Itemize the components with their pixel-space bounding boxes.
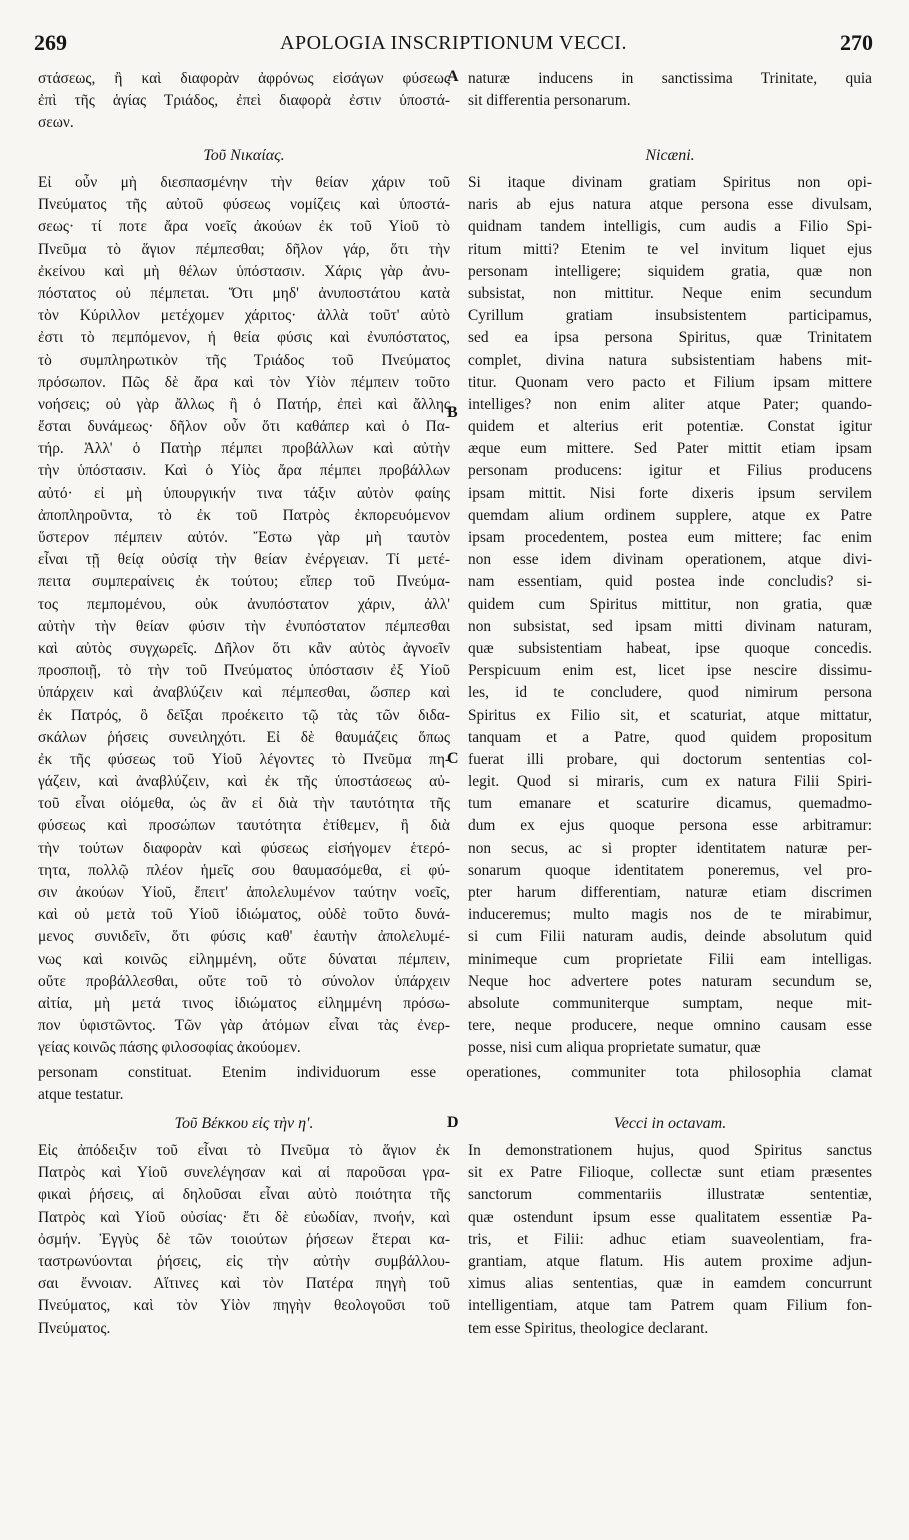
text-line: σεων. (38, 114, 74, 132)
text-line: les, id te concludere, quod nimirum persona (468, 684, 872, 702)
text-line: induceremus; multo magis nos de te mirabimur, (468, 906, 872, 924)
text-line: πρόσωπον. Πῶς δὲ ἄρα καὶ τὸν Υἱὸν πέμπειν τοῦτο (38, 373, 450, 391)
text-line: quemdam alium ordinem supplere, atque ex Patre (468, 506, 872, 524)
text-line: ritum mitti? Etenim te vel invitum liquet ejus (468, 240, 872, 258)
text-line: αὐτὴν τὴν θείαν φύσιν τὴν ἐνυπόστατον πέμπεσθαι (38, 617, 450, 635)
latin-heading-nicaeni: Nicæni. (645, 147, 695, 164)
text-line: καὶ οὐ μετὰ τοῦ Υἱοῦ ἰδιώματος, οὐδὲ τοῦτο δυνά- (38, 906, 450, 924)
text-line: atque testatur. (38, 1086, 124, 1104)
text-line: grantiam, atque flatum. His autem proxime adjun- (468, 1252, 872, 1270)
text-line: νως καὶ κοινῶς εἰλημμένη, οὔτε δύναται πέμπειν, (38, 950, 450, 968)
text-line: καὶ αὐτὸς συγχωρεῖς. Δῆλον ὅτι κἂν αὐτὸς ἀγνοεῖν (38, 639, 450, 657)
text-line: εἶναι τῇ θείᾳ οὐσίᾳ τὴν θείαν ἐνέργειαν. Τί μετέ- (38, 551, 450, 569)
text-line: ipsam mittit. Nisi forte dixeris ipsum servilem (468, 484, 872, 502)
running-title: APOLOGIA INSCRIPTIONUM VECCI. (280, 32, 627, 54)
text-line: sonarum quoque identitatem poneremus, vel pro- (468, 861, 872, 879)
text-line: σεως· τί ποτε ἄρα νοεῖς ἀκούων ἐκ τοῦ Υἱοῦ τὸ (38, 218, 450, 236)
text-line: τος πεμπομένου, οὐκ ἀνυπόστατον χάριν, ἀλλ' (38, 595, 450, 613)
text-line: ἀποπληροῦντα, τὸ ἐκ τοῦ Πατρὸς ἐκπορευόμενον (38, 506, 450, 524)
text-line: ἐκ τῆς φύσεως τοῦ Υἱοῦ λέγοντες τὸ Πνεῦμα πη- (38, 750, 450, 768)
text-line: subsistat, non mittitur. Neque enim secundum (468, 284, 872, 302)
latin-column-intro (468, 68, 872, 112)
text-line: γάζειν, καὶ ἀναβλύζειν, καὶ ἐκ τῆς ὑποστάσεως αὐ- (38, 773, 450, 791)
text-line: Εἰ οὖν μὴ διεσπασμένην τὴν θείαν χάριν τοῦ (38, 174, 450, 191)
text-line: τήρ. Ἀλλ' ὁ Πατὴρ πέμπει προβάλλων καὶ αὐτὴν (38, 440, 450, 458)
text-line: τὴν ὑπόστασιν. Καὶ ὁ Υἱὸς ἄρα πέμπει προβάλλων (38, 462, 450, 480)
page-number-right: 270 (840, 30, 873, 55)
text-line: absolute communiterque sumptam, neque mit- (468, 994, 872, 1012)
text-line: non subsistat, sed ipsam mitti divinam naturam, (468, 617, 872, 635)
text-line: τὴν τούτων διαφορὰν καὶ φύσεως εἰσήγομεν ἑτερό- (38, 839, 450, 857)
margin-marker-d: D (447, 1114, 459, 1131)
text-line: Πατρὸς καὶ Υἱοῦ συνελέγησαν καὶ αἱ παροῦσαι γρα- (38, 1164, 450, 1182)
text-line: pter harum differentiam, naturæ etiam discrimen (468, 884, 872, 901)
text-line: quidem et alterius erit potentiæ. Constat igitur (468, 418, 872, 436)
text-line: quidem cum Spiritus mittitur, non gratia, quæ (468, 595, 872, 613)
text-line: ἐκ Πατρός, ὃ δεῖξαι προέκειτο τῷ τὰς τῶν διδα- (38, 706, 450, 724)
text-line: στάσεως, ἢ καὶ διαφορὰν ἀφρόνως εἰσάγων φύσεως (38, 70, 450, 87)
text-line: sit ex Patre Filioque, collectæ sunt etiam præsentes (468, 1164, 872, 1182)
text-line: Πνεῦμα τὸ ἅγιον πέμπεσθαι; δῆλον γάρ, ὅτι τὴν (38, 240, 450, 258)
text-line: complet, divina natura subsistentiam habens mit- (468, 351, 872, 369)
text-line: æque eum mittere. Sed Pater mittit etiam ipsam (468, 440, 872, 458)
latin-column-vecci (468, 1140, 872, 1340)
text-line: tem esse Spiritus, theologice declarant. (468, 1319, 709, 1337)
text-line: φύσεως καὶ προσώπων ταυτότητα ἐτίθεμεν, ἢ διὰ (38, 817, 450, 835)
text-line: fuerat illi probare, qui doctorum sententias col- (468, 750, 872, 768)
margin-marker-a: A (447, 68, 459, 85)
text-line: personam intelligere; siquidem gratia, quæ non (468, 262, 872, 280)
text-line: ὑπάρχειν καὶ ἀναβλύζειν καὶ πέμπεσθαι, ὥσπερ καὶ (38, 684, 450, 702)
text-line: minimeque cum proprietate Filii eam intelligas. (468, 950, 872, 968)
text-line: quæ subsistentiam habeat, ipse quoque concedis. (468, 639, 872, 657)
text-line: quæ ostendunt ipsum esse qualitatem essentiæ Pa- (468, 1208, 872, 1226)
text-line: τὸ συμπληρωτικὸν τῆς Τριάδος τοῦ Πνεύματος (38, 351, 450, 369)
text-line: νοήσεις; οὐ γὰρ ἄλλως ἢ ὁ Πατήρ, ἐπεὶ καὶ ἄλλης (38, 395, 450, 413)
text-line: personam producens: igitur et Filius producens (468, 462, 872, 480)
text-line: πόστατος οὐ πέμπεται. Ὅτι μηδ' ἀνυποστάτου κατὰ (38, 284, 450, 302)
page-number-left: 269 (34, 30, 67, 55)
text-line: ὕστερον πέμπειν αὐτόν. Ἔστω γὰρ μὴ ταυτὸν (38, 529, 450, 546)
text-line: tris, et Filii: adhuc etiam suaveolentiam, fra- (468, 1230, 872, 1248)
text-line: nam essentiam, quid postea inde concludis? si- (468, 573, 872, 591)
text-line: personam constituat. Etenim individuorum esse operationes, communiter tota philosophia clamat (38, 1064, 872, 1081)
text-line: Πνεύματος, καὶ τὸν Υἱὸν πηγὴν θεολογοῦσι τοῦ (38, 1297, 450, 1315)
text-line: ἐπὶ τῆς ἁγίας Τριάδος, ἐπεὶ διαφορὰ ἐστιν ὑποστά- (38, 92, 450, 110)
text-line: legit. Quod si miraris, cum ex natura Filii Spiri- (468, 773, 872, 791)
text-line: ὀσμήν. Ἐγγὺς δὲ τῶν τοιούτων ῥήσεων ἕτεραι κα- (38, 1230, 450, 1248)
text-line: naris ab ejus natura atque persona esse divulsam, (468, 196, 872, 214)
text-line: σαι ἔννοιαν. Αἵτινες καὶ τὸν Πατέρα πηγὴ τοῦ (38, 1275, 450, 1293)
text-line: ximus alias sententias, quæ in eamdem concurrunt (468, 1275, 872, 1293)
text-line: ἔσται δυνάμεως· δῆλον οὖν ὅτι καθάπερ καὶ ὁ Πα- (38, 418, 450, 436)
text-line: tum emanare et scaturire dicamus, quemadmo- (468, 795, 872, 813)
text-line: Εἰς ἀπόδειξιν τοῦ εἶναι τὸ Πνεῦμα τὸ ἅγιον ἐκ (38, 1142, 450, 1159)
text-line: αἰτία, μὴ μετά τινος ἰδιώματος εἰλημμένη πρόσω- (38, 994, 450, 1012)
margin-marker-b: B (447, 404, 458, 421)
text-line: intelligentiam, atque tam Patrem quam Filium fon- (468, 1297, 872, 1315)
text-line: intelliges? non enim aliter atque Pater; quando- (468, 395, 872, 413)
latin-heading-vecci: Vecci in octavam. (613, 1115, 727, 1132)
greek-heading-vecci: Τοῦ Βέκκου εἰς τὴν η'. (174, 1115, 314, 1132)
text-line: τητα, πολλῷ πλέον ἡμεῖς σου θαυμασόμεθα, εἰ φύ- (38, 861, 450, 879)
text-line: si cum Filii naturam audis, deinde absolutum quid (468, 928, 872, 946)
text-line: Neque hoc advertere potes naturam secundum se, (468, 972, 872, 990)
text-line: tere, neque producere, neque omnino causam esse (468, 1017, 872, 1035)
text-line: non esse idem divinam operationem, atque divi- (468, 551, 872, 569)
latin-column-nicaeni (468, 172, 872, 1060)
text-line: Cyrillum gratiam insubsistentem participamus, (468, 307, 872, 325)
text-line: πον ὑφιστῶντος. Τῶν γὰρ ἀτόμων εἶναι τὰς ἐνερ- (38, 1017, 450, 1035)
page-header (34, 30, 873, 64)
text-line: non secus, ac si propter identitatem naturæ per- (468, 839, 872, 857)
text-line: αὐτό· εἰ μὴ ὑπουργικήν τινα τάξιν αὐτὸν φαίης (38, 484, 450, 502)
text-line: Perspicuum enim est, licet ipse nescire dissimu- (468, 662, 872, 680)
text-line: τοῦ εἶναι οἰόμεθα, ὡς ἂν εἰ διὰ τὴν ταυτότητα τῆς (38, 795, 450, 813)
greek-column-intro (38, 68, 450, 135)
text-line: τὸν Κύριλλον μετέχομεν χάριτος· ἀλλὰ τοῦτ' αὐτὸ (38, 307, 450, 325)
greek-column-vecci (38, 1140, 450, 1340)
text-line: quidnam tandem intelligis, cum audis a Filio Spi- (468, 218, 872, 236)
text-line: γείας κοινῶς πάσης φιλοσοφίας ἀκούομεν. (38, 1039, 301, 1057)
text-line: ταστρωνύονται ῥήσεις, εἰς τὴν αὐτὴν συμβάλλου- (38, 1252, 450, 1270)
text-line: sit differentia personarum. (468, 92, 631, 110)
text-line: Πνεύματος τῆς αὐτοῦ φύσεως νομίζεις καὶ ὑποστά- (38, 196, 450, 214)
greek-column-nicaeni (38, 172, 450, 1060)
text-line: φικαὶ ῥήσεις, αἱ δηλοῦσαι εἶναι αὐτὸ ποιότητα τῆς (38, 1186, 450, 1204)
text-line: ἐστι τὸ πεμπόμενον, ἡ θεία φύσις καὶ ἐνυπόστατος, (38, 329, 450, 347)
text-line: Si itaque divinam gratiam Spiritus non opi- (468, 174, 872, 191)
text-line: dum ex ejus quoque persona esse arbitramur: (468, 817, 872, 835)
text-line: naturæ inducens in sanctissima Trinitate, quia (468, 70, 872, 87)
text-line: titur. Quonam vero pacto et Filium ipsam mittere (468, 373, 872, 391)
text-line: Πνεύματος. (38, 1319, 111, 1337)
text-line: In demonstrationem hujus, quod Spiritus sanctus (468, 1142, 872, 1159)
text-line: posse, nisi cum aliqua proprietate sumatur, quæ (468, 1039, 761, 1057)
text-line: οὔτε προβάλλεσθαι, οὔτε τοῦ τὸ σύνολον ὑπάρχειν (38, 972, 450, 990)
text-line: ἐκείνου καὶ μὴ θέλων ὑπόστασιν. Χάρις γὰρ ἀνυ- (38, 262, 450, 280)
text-line: tanquam et a Patre, quod quidem propositum (468, 728, 872, 746)
text-line: μενος συνιδεῖν, ὅτι φύσις καθ' ἑαυτὴν ἀπολελυμέ- (38, 928, 450, 946)
text-line: Spiritus ex Filio sit, et scaturiat, atque mittatur, (468, 706, 872, 724)
text-line: προσποιῇ, τὸ τὴν τοῦ Πνεύματος ὑπόστασιν ἐξ Υἱοῦ (38, 662, 450, 680)
full-width-continuation (38, 1062, 872, 1106)
margin-marker-c: C (447, 750, 459, 767)
text-line: ipsam procedentem, postea eum mittere; fac enim (468, 529, 872, 546)
text-line: Πατρὸς καὶ Υἱοῦ οὐσίας· ἔτι δὲ εὐωδίαν, πνοήν, καὶ (38, 1208, 450, 1226)
text-line: σιν ἀκούων Υἱοῦ, ἔπειτ' ἀπολελυμένον ταύτην νοεῖς, (38, 884, 450, 901)
text-line: σκάλων ῥήσεις συνειληχότι. Εἰ δὲ θαυμάζεις ὅπως (38, 728, 450, 746)
text-line: sed ea ipsa persona Spiritus, quæ Trinitatem (468, 329, 872, 347)
greek-heading-nicaeni: Τοῦ Νικαίας. (203, 147, 285, 164)
text-line: sanctorum commentariis illustratæ sententiæ, (468, 1186, 872, 1204)
text-line: πειτα συμπεραίνεις ἐκ τούτου; εἴπερ τοῦ Πνεύμα- (38, 573, 450, 591)
